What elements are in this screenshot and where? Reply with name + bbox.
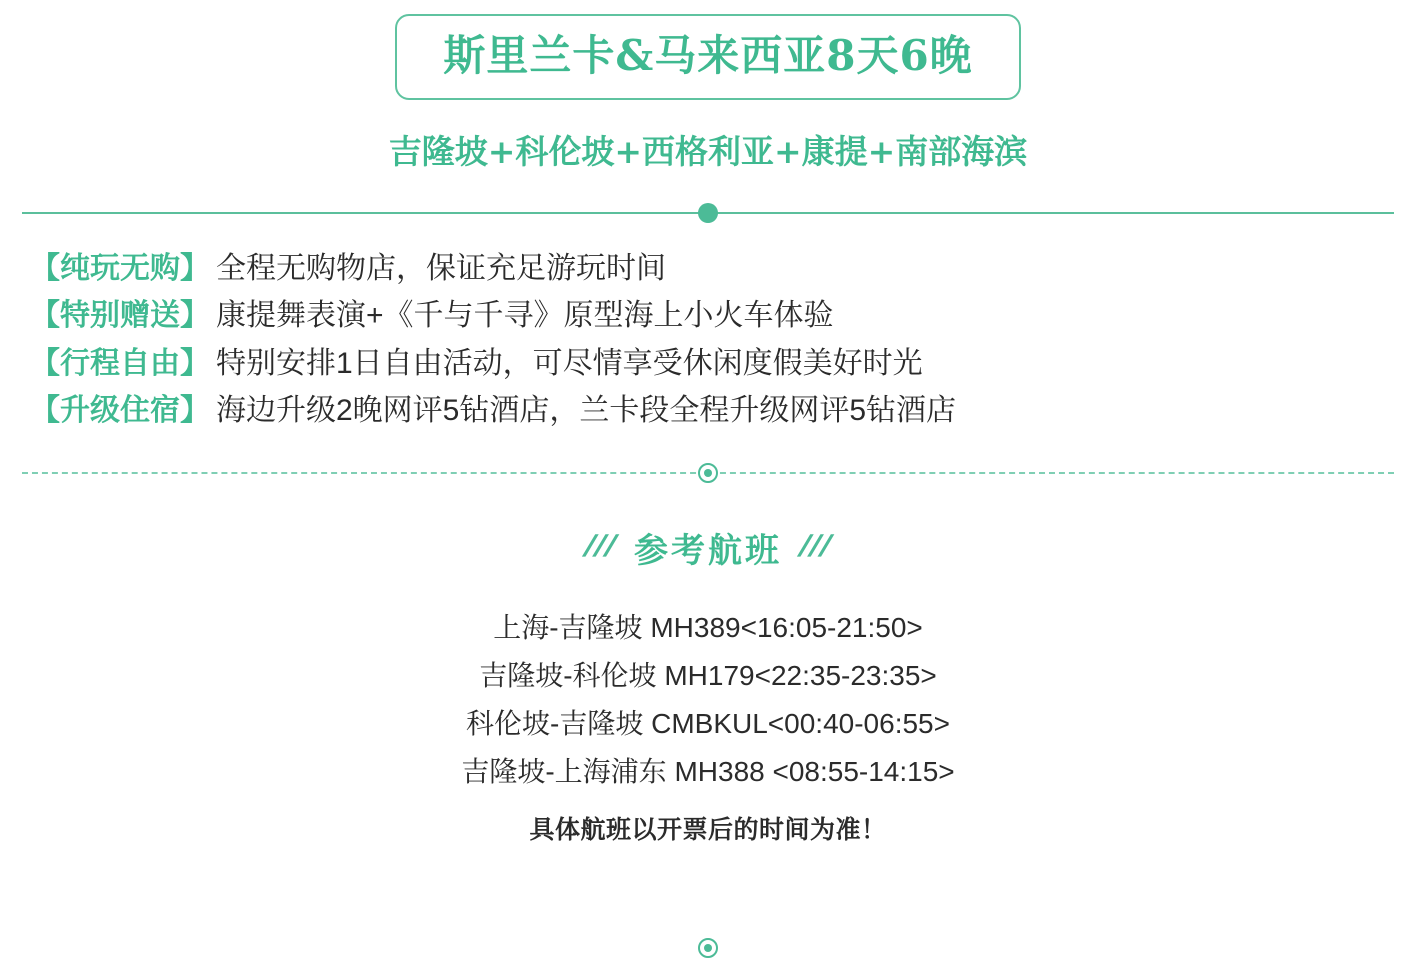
list-item: 上海-吉隆坡 MH389<16:05-21:50>: [493, 611, 923, 643]
highlight-description: 全程无购物店，保证充足游玩时间: [216, 252, 666, 286]
highlight-tag: 【特别赠送】: [30, 298, 210, 334]
reference-flights-section: [0, 523, 1416, 847]
slash-ornament-left-icon: ///: [581, 530, 620, 564]
slash-ornament-right-icon: ///: [796, 530, 835, 564]
list-item: 科伦坡-吉隆坡 CMBKUL<00:40-06:55>: [466, 707, 950, 739]
divider-dashed: [0, 463, 1416, 483]
divider-dot-icon: [698, 938, 718, 958]
highlight-tag: 【纯玩无购】: [30, 251, 210, 287]
highlight-tag: 【升级住宿】: [30, 393, 210, 429]
title-box: [395, 14, 1020, 100]
flight-list: [0, 604, 1416, 797]
page-subtitle: 吉隆坡+科伦坡+西格利亚+康提+南部海滨: [388, 132, 1028, 172]
bottom-divider: [0, 938, 1416, 962]
list-item: [30, 292, 1386, 339]
list-item: [30, 340, 1386, 387]
flight-disclaimer: 具体航班以开票后的时间为准！: [529, 816, 887, 845]
list-item: [30, 387, 1386, 434]
flights-heading: [0, 523, 1416, 572]
title-section: [0, 0, 1416, 100]
highlight-description: 特别安排1日自由活动，可尽情享受休闲度假美好时光: [216, 346, 923, 380]
list-item: 吉隆坡-科伦坡 MH179<22:35-23:35>: [479, 659, 937, 691]
divider-dot-icon: [698, 203, 718, 223]
page-title: 斯里兰卡&马来西亚8天6晚: [443, 31, 973, 80]
divider-solid: [0, 203, 1416, 223]
list-item: [30, 245, 1386, 292]
divider-dot-icon: [698, 463, 718, 483]
highlight-description: 康提舞表演+《千与千寻》原型海上小火车体验: [216, 299, 834, 333]
highlights-list: [0, 245, 1416, 435]
list-item: 吉隆坡-上海浦东 MH388 <08:55-14:15>: [461, 756, 955, 788]
flights-title: 参考航班: [634, 530, 782, 571]
highlight-description: 海边升级2晚网评5钻酒店，兰卡段全程升级网评5钻酒店: [216, 394, 957, 428]
highlight-tag: 【行程自由】: [30, 345, 210, 381]
